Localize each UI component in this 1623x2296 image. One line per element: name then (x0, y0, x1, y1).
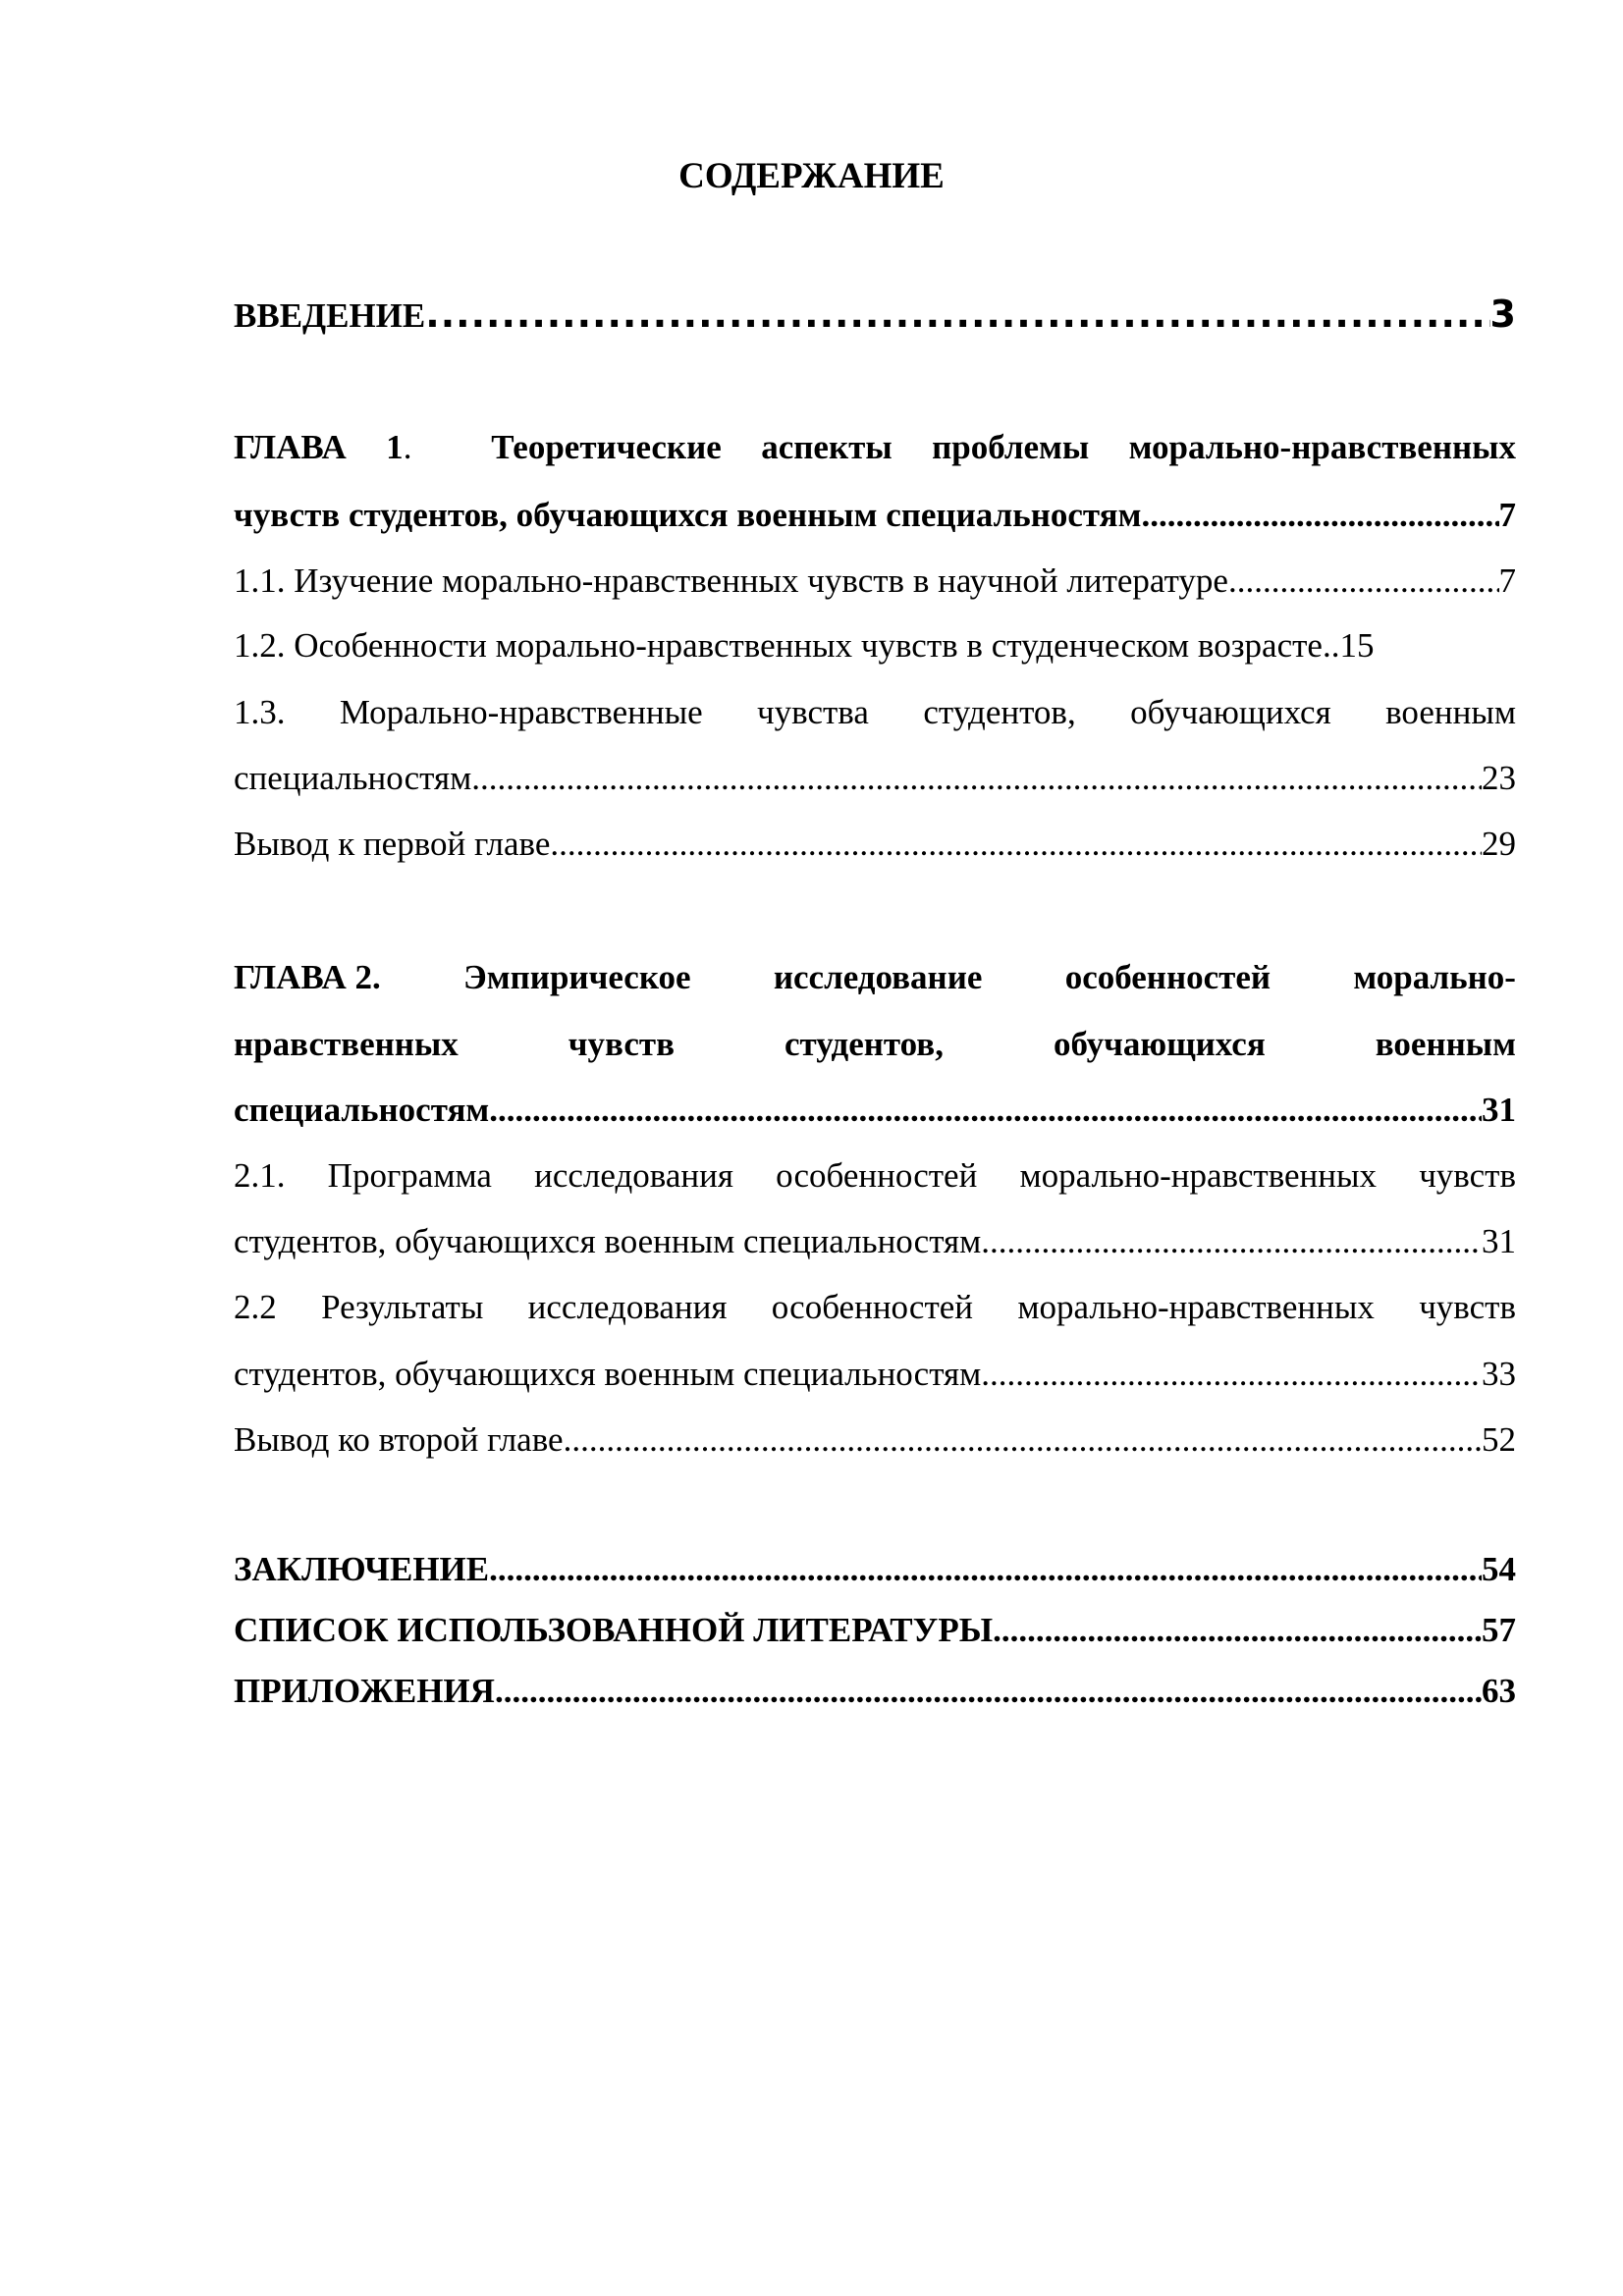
toc-page-number: 23 (1482, 759, 1516, 797)
toc-page-number: 7 (1498, 561, 1516, 600)
chapter-title-word: чувств (568, 1025, 675, 1063)
toc-entry-text: Вывод ко второй главе (234, 1420, 564, 1459)
toc-entry-appendices[interactable] (234, 1661, 1516, 1722)
chapter-title-word: нравственных (234, 1025, 459, 1063)
chapter-title-word: исследование (773, 958, 983, 996)
toc-section-2-2-line1[interactable]: 2.2 Результаты исследования особенностей морально-нравственных чувств (234, 1288, 1516, 1326)
toc-page-number: .15 (1330, 626, 1375, 665)
toc-page-number: 3 (1489, 293, 1516, 336)
toc-entry-text: специальностям (234, 1091, 490, 1129)
chapter-label: ГЛАВА 2. (234, 958, 381, 996)
toc-entry-text: студентов, обучающихся военным специальностям (234, 1355, 982, 1393)
toc-entry-introduction[interactable] (234, 281, 1516, 347)
toc-section-1-2[interactable] (234, 613, 1516, 679)
toc-page-number: 31 (1482, 1222, 1516, 1260)
toc-entry-text: СПИСОК ИСПОЛЬЗОВАННОЙ ЛИТЕРАТУРЫ (234, 1611, 994, 1649)
toc-entry-references[interactable] (234, 1600, 1516, 1661)
chapter-title-word: студентов, (784, 1025, 944, 1063)
toc-section-1-3-line2[interactable] (234, 745, 1516, 812)
dot-leader (993, 1600, 1482, 1661)
toc-chapter1-conclusion[interactable] (234, 811, 1516, 878)
toc-entry-text: Вывод к первой главе (234, 825, 551, 863)
chapter-title-word: Эмпирическое (463, 958, 691, 996)
toc-section-2-1-line2[interactable] (234, 1208, 1516, 1275)
dot-leader (1228, 548, 1499, 614)
dot-leader (550, 811, 1482, 878)
toc-entry-conclusion[interactable] (234, 1539, 1516, 1600)
toc-entry-text: ПРИЛОЖЕНИЯ (234, 1672, 495, 1710)
dot-leader (489, 1539, 1482, 1600)
toc-page-number: 54 (1482, 1550, 1516, 1588)
toc-page-number: 63 (1482, 1672, 1516, 1710)
toc-entry-text: 1.2. Особенности морально-нравственных чувств в студенческом возрасте. (234, 626, 1331, 665)
toc-chapter2-title-line1[interactable] (234, 944, 1516, 1011)
dot-leader (981, 1208, 1482, 1275)
dot-leader (471, 745, 1482, 812)
dot-leader (1141, 482, 1498, 549)
page-title: СОДЕРЖАНИЕ (678, 156, 945, 196)
toc-chapter2-title-line2[interactable] (234, 1011, 1516, 1078)
toc-chapter1-title-line2[interactable] (234, 482, 1516, 549)
chapter-title-word: морально- (1353, 958, 1516, 996)
toc-chapter1-title-line1[interactable] (234, 414, 1516, 481)
dot-leader (981, 1341, 1482, 1408)
dot-leader (495, 1661, 1482, 1722)
chapter-title-word: особенностей (1064, 958, 1271, 996)
chapter-title-word: обучающихся (1053, 1025, 1266, 1063)
toc-entry-text: чувств студентов, обучающихся военным специальностям (234, 496, 1142, 534)
chapter-title-text: Теоретические аспекты проблемы морально-нравственных (491, 428, 1516, 466)
dot-leader (425, 281, 1489, 347)
toc-page-number: 7 (1498, 496, 1516, 534)
toc-entry-text: студентов, обучающихся военным специальностям (234, 1222, 982, 1260)
toc-section-2-2-line2[interactable] (234, 1341, 1516, 1408)
toc-section-1-3-line1[interactable]: 1.3. Морально-нравственные чувства студентов, обучающихся военным (234, 693, 1516, 731)
toc-chapter2-conclusion[interactable] (234, 1407, 1516, 1473)
dot-leader (489, 1077, 1482, 1144)
toc-entry-text: специальностям (234, 759, 472, 797)
toc-section-2-1-line1[interactable]: 2.1. Программа исследования особенностей морально-нравственных чувств (234, 1156, 1516, 1195)
dot-leader (564, 1407, 1482, 1473)
toc-page-number: 57 (1482, 1611, 1516, 1649)
toc-chapter2-title-line3[interactable] (234, 1077, 1516, 1144)
toc-page-number: 31 (1482, 1091, 1516, 1129)
toc-entry-text: 1.1. Изучение морально-нравственных чувств в научной литературе (234, 561, 1228, 600)
toc-page-number: 29 (1482, 825, 1516, 863)
toc-page-number: 52 (1482, 1420, 1516, 1459)
toc-section-1-1[interactable] (234, 548, 1516, 614)
toc-entry-text: ЗАКЛЮЧЕНИЕ (234, 1550, 490, 1588)
toc-page-number: 33 (1482, 1355, 1516, 1393)
chapter-title-word: военным (1375, 1025, 1516, 1063)
chapter-separator: . (403, 428, 412, 466)
chapter-label: ГЛАВА 1 (234, 428, 404, 466)
toc-entry-text: ВВЕДЕНИЕ (234, 296, 426, 335)
